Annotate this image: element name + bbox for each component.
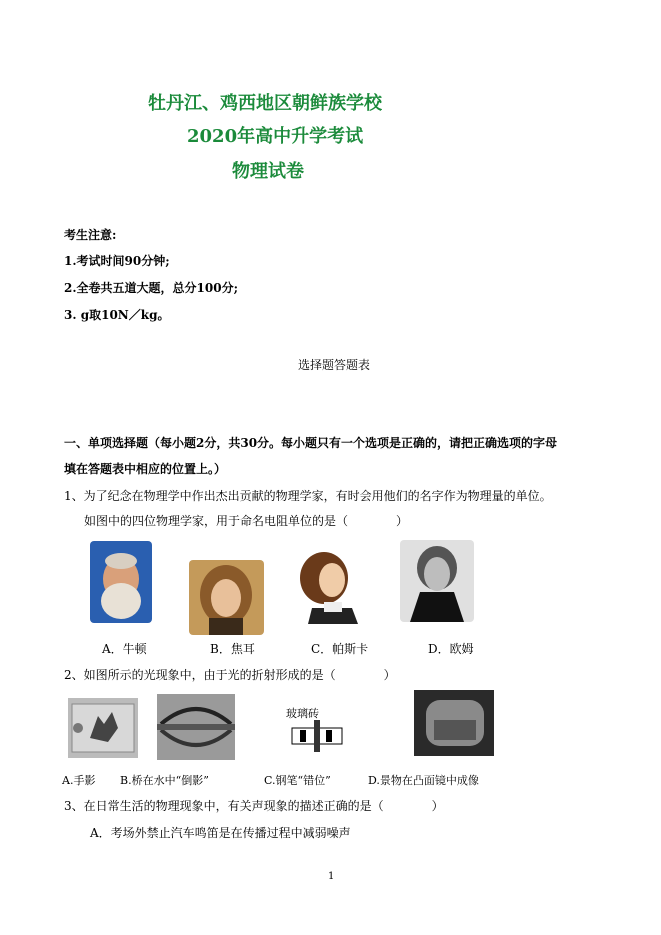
image-convex-mirror — [414, 690, 494, 756]
notice-item-2: 2.全卷共五道大题，总分100分; — [64, 281, 239, 295]
page-number: 1 — [328, 871, 335, 882]
portrait-newton — [90, 541, 152, 623]
notice-item-3: 3. g取10N／kg。 — [64, 308, 170, 322]
q3-option-a: A．考场外禁止汽车鸣笛是在传播过程中减弱噪声 — [90, 826, 351, 840]
title-exam: 2020年高中升学考试 — [187, 126, 364, 147]
notice-item-1: 1.考试时间90分钟; — [64, 254, 170, 268]
q1-text: 1、为了纪念在物理学中作出杰出贡献的物理学家，有时会用他们的名字作为物理量的单位。 — [64, 489, 552, 503]
portrait-pascal — [294, 548, 370, 624]
q1-option-a: A．牛顿 — [102, 642, 147, 656]
image-hand-shadow — [68, 698, 138, 758]
answer-table-title: 选择题答题表 — [298, 358, 371, 372]
section1-heading: 一、单项选择题（每小题2分，共30分。每小题只有一个选项是正确的，请把正确选项的字母 — [64, 436, 558, 450]
image-pen-glass — [290, 720, 344, 752]
image-bridge-reflection — [157, 694, 235, 760]
q2-option-c: C.钢笔“错位” — [264, 774, 331, 787]
q1-text-cont: 如图中的四位物理学家，用于命名电阻单位的是（ ） — [84, 514, 409, 528]
q2-option-b: B.桥在水中“倒影” — [120, 774, 209, 787]
q1-option-d: D．欧姆 — [428, 642, 474, 656]
q1-option-c: C．帕斯卡 — [311, 642, 369, 656]
q2-option-d: D.景物在凸面镜中成像 — [368, 774, 479, 787]
glass-brick-label: 玻璃砖 — [286, 707, 319, 720]
notice-title: 考生注意: — [64, 228, 117, 242]
q1-option-b: B．焦耳 — [210, 642, 255, 656]
portrait-joule — [189, 560, 264, 635]
q2-text: 2、如图所示的光现象中，由于光的折射形成的是（ ） — [64, 668, 396, 682]
section1-heading-cont: 填在答题表中相应的位置上。） — [64, 462, 227, 476]
q2-option-a: A.手影 — [62, 774, 96, 787]
title-school: 牡丹江、鸡西地区朝鲜族学校 — [148, 93, 382, 114]
q3-text: 3、在日常生活的物理现象中，有关声现象的描述正确的是（ ） — [64, 799, 444, 813]
portrait-ohm — [400, 540, 474, 622]
title-subject: 物理试卷 — [232, 161, 304, 182]
